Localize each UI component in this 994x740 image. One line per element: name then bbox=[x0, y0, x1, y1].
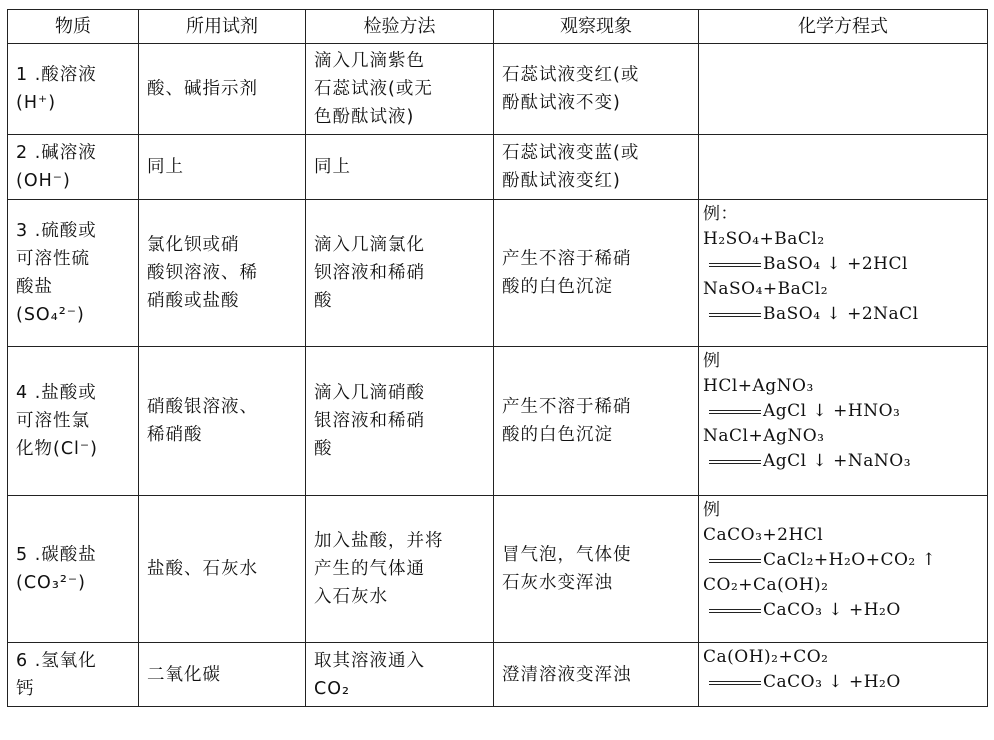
equation-products: BaSO₄ ↓ +2NaCl bbox=[703, 302, 983, 327]
method-cell: 滴入几滴硝酸 银溶液和稀硝 酸 bbox=[306, 347, 494, 496]
header-method: 检验方法 bbox=[306, 10, 494, 44]
method-cell: 同上 bbox=[306, 135, 494, 200]
observation-cell: 石蕊试液变红(或 酚酞试液不变) bbox=[494, 44, 699, 135]
observation-cell: 冒气泡，气体使 石灰水变浑浊 bbox=[494, 496, 699, 643]
method-cell: 滴入几滴氯化 钡溶液和稀硝 酸 bbox=[306, 200, 494, 347]
observation-cell: 澄清溶液变浑浊 bbox=[494, 643, 699, 707]
table-row bbox=[8, 496, 988, 643]
reagent-cell: 盐酸、石灰水 bbox=[139, 496, 306, 643]
table-row bbox=[8, 347, 988, 496]
substance-cell: 4 .盐酸或 可溶性氯 化物(Cl⁻) bbox=[8, 347, 139, 496]
ion-test-table bbox=[7, 9, 988, 707]
reagent-cell: 二氧化碳 bbox=[139, 643, 306, 707]
method-cell: 取其溶液通入 CO₂ bbox=[306, 643, 494, 707]
table-row bbox=[8, 643, 988, 707]
equation-cell bbox=[699, 200, 988, 347]
table-row bbox=[8, 200, 988, 347]
equation-cell bbox=[699, 135, 988, 200]
table-row bbox=[8, 135, 988, 200]
equation-products: CaCO₃ ↓ +H₂O bbox=[703, 670, 983, 695]
equation-cell bbox=[699, 643, 988, 707]
equation-cell bbox=[699, 44, 988, 135]
observation-cell: 产生不溶于稀硝 酸的白色沉淀 bbox=[494, 347, 699, 496]
equation-reactants: H₂SO₄+BaCl₂ bbox=[703, 229, 825, 249]
equation-example-label: 例 bbox=[703, 500, 721, 520]
equation-example-label: 例 bbox=[703, 351, 721, 371]
table-row bbox=[8, 44, 988, 135]
substance-cell: 3 .硫酸或 可溶性硫 酸盐 (SO₄²⁻) bbox=[8, 200, 139, 347]
equation-products: AgCl ↓ +NaNO₃ bbox=[703, 449, 983, 474]
header-observation: 观察现象 bbox=[494, 10, 699, 44]
reagent-cell: 同上 bbox=[139, 135, 306, 200]
equation-products: CaCl₂+H₂O+CO₂ ↑ bbox=[703, 548, 983, 573]
header-reagent: 所用试剂 bbox=[139, 10, 306, 44]
equation-reactants: CaCO₃+2HCl bbox=[703, 525, 824, 545]
table-container bbox=[7, 9, 987, 707]
equation-reactants: NaCl+AgNO₃ bbox=[703, 426, 825, 446]
header-substance: 物质 bbox=[8, 10, 139, 44]
header-row bbox=[8, 10, 988, 44]
substance-cell: 1 .酸溶液 (H⁺) bbox=[8, 44, 139, 135]
equation-products: CaCO₃ ↓ +H₂O bbox=[703, 598, 983, 623]
observation-cell: 石蕊试液变蓝(或 酚酞试液变红) bbox=[494, 135, 699, 200]
equation-reactants: HCl+AgNO₃ bbox=[703, 376, 814, 396]
method-cell: 加入盐酸，并将 产生的气体通 入石灰水 bbox=[306, 496, 494, 643]
equation-cell bbox=[699, 347, 988, 496]
equation-reactants: NaSO₄+BaCl₂ bbox=[703, 279, 829, 299]
substance-cell: 6 .氢氧化 钙 bbox=[8, 643, 139, 707]
method-cell: 滴入几滴紫色 石蕊试液(或无 色酚酞试液) bbox=[306, 44, 494, 135]
equation-example-label: 例： bbox=[703, 204, 738, 224]
observation-cell: 产生不溶于稀硝 酸的白色沉淀 bbox=[494, 200, 699, 347]
equation-products: BaSO₄ ↓ +2HCl bbox=[703, 252, 983, 277]
reagent-cell: 硝酸银溶液、 稀硝酸 bbox=[139, 347, 306, 496]
equation-reactants: CO₂+Ca(OH)₂ bbox=[703, 575, 829, 595]
header-equation: 化学方程式 bbox=[699, 10, 988, 44]
equation-cell bbox=[699, 496, 988, 643]
reagent-cell: 氯化钡或硝 酸钡溶液、稀 硝酸或盐酸 bbox=[139, 200, 306, 347]
substance-cell: 5 .碳酸盐 (CO₃²⁻) bbox=[8, 496, 139, 643]
equation-products: AgCl ↓ +HNO₃ bbox=[703, 399, 983, 424]
substance-cell: 2 .碱溶液 (OH⁻) bbox=[8, 135, 139, 200]
reagent-cell: 酸、碱指示剂 bbox=[139, 44, 306, 135]
equation-reactants: Ca(OH)₂+CO₂ bbox=[703, 647, 829, 667]
